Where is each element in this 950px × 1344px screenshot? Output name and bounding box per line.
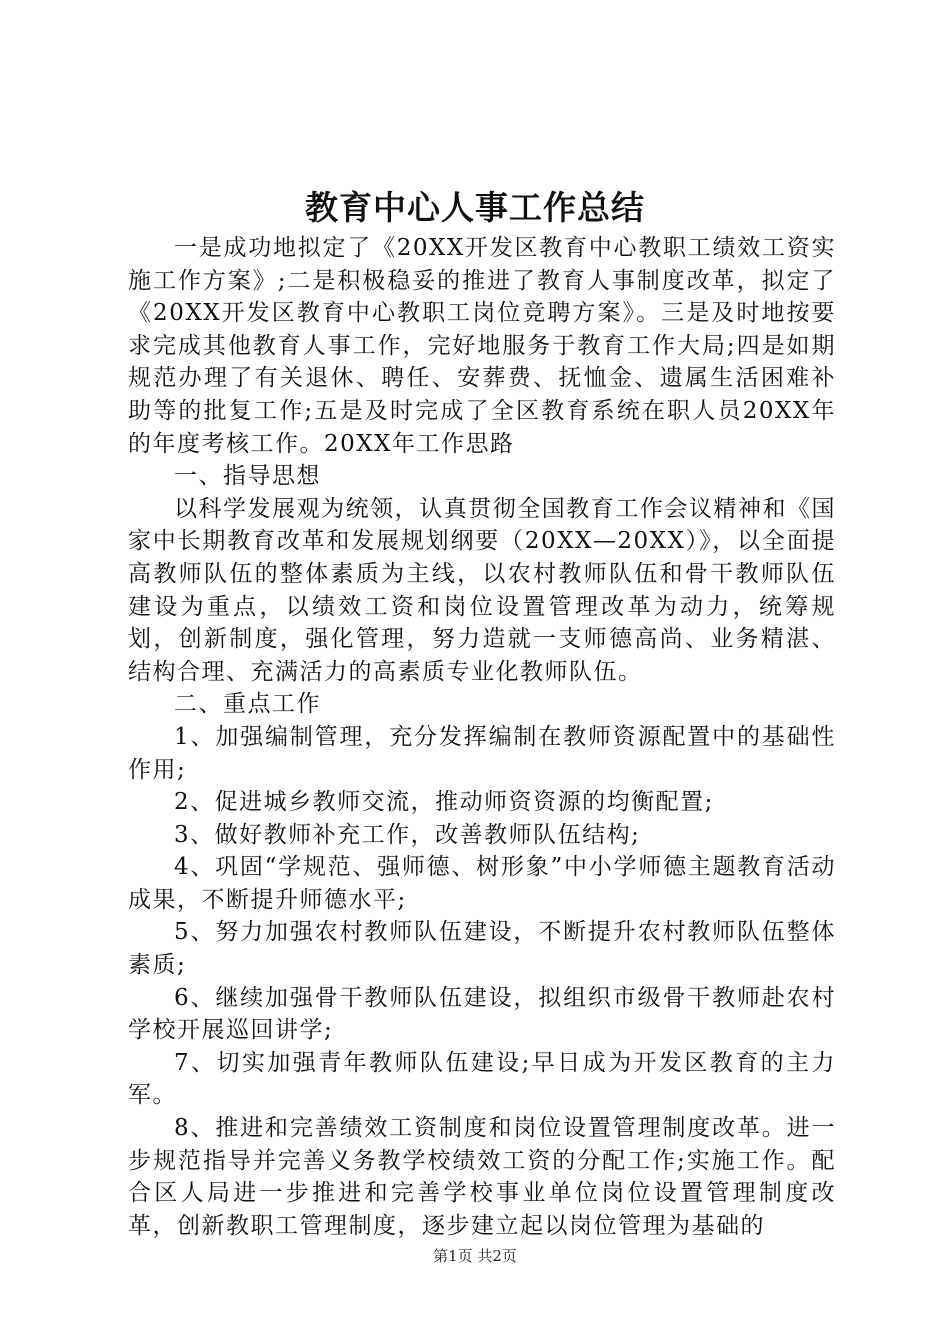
- document-title: 教育中心人事工作总结: [305, 188, 645, 227]
- heading-key-work: 二、重点工作: [174, 691, 321, 718]
- paragraph-summary: 一是成功地拟定了《20XX开发区教育中心教职工绩效工资实施工作方案》;二是积极稳妥的推进了教育人事制度改革，拟定了《20XX开发区教育中心教职工岗位竞聘方案》。三是及时地按要求完成其他教育人事工作，完好地服务于教育工作大局;四是如期规范办理了有关退休、聘任、安葬费、抚恤金、遗属生活困难补助等的批复工作;五是及时完成了全区教育系统在职人员20XX年的年度考核工作。20XX年工作思路: [128, 235, 836, 457]
- list-item-8: 8、推进和完善绩效工资制度和岗位设置管理制度改革。进一步规范指导并完善义务教学校绩效工资的分配工作;实施工作。配合区人局进一步推进和完善学校事业单位岗位设置管理制度改革，创新教职工管理制度，逐步建立起以岗位管理为基础的: [128, 1115, 836, 1239]
- list-item-3: 3、做好教师补充工作，改善教师队伍结构;: [174, 821, 641, 848]
- document-body: [128, 232, 836, 1242]
- heading-guiding-ideology: 一、指导思想: [174, 463, 321, 490]
- page-footer: 第1页 共2页: [433, 1247, 517, 1265]
- list-item-6: 6、继续加强骨干教师队伍建设，拟组织市级骨干教师赴农村学校开展巡回讲学;: [128, 984, 836, 1044]
- list-item-5: 5、努力加强农村教师队伍建设，不断提升农村教师队伍整体素质;: [128, 919, 836, 979]
- list-item-7: 7、切实加强青年教师队伍建设;早日成为开发区教育的主力军。: [128, 1049, 836, 1109]
- list-item-2: 2、促进城乡教师交流，推动师资资源的均衡配置;: [174, 789, 714, 816]
- list-item-1: 1、加强编制管理，充分发挥编制在教师资源配置中的基础性作用;: [128, 723, 836, 783]
- list-item-4: 4、巩固“学规范、强师德、树形象”中小学师德主题教育活动成果，不断提升师德水平;: [128, 854, 836, 913]
- paragraph-guiding-ideology: 以科学发展观为统领，认真贯彻全国教育工作会议精神和《国家中长期教育改革和发展规划纲要（20XX—20XX）》，以全面提高教师队伍的整体素质为主线，以农村教师队伍和骨干教师队伍建设为重点，以绩效工资和岗位设置管理改革为动力，统筹规划，创新制度，强化管理，努力造就一支师德高尚、业务精湛、结构合理、充满活力的高素质专业化教师队伍。: [128, 495, 836, 685]
